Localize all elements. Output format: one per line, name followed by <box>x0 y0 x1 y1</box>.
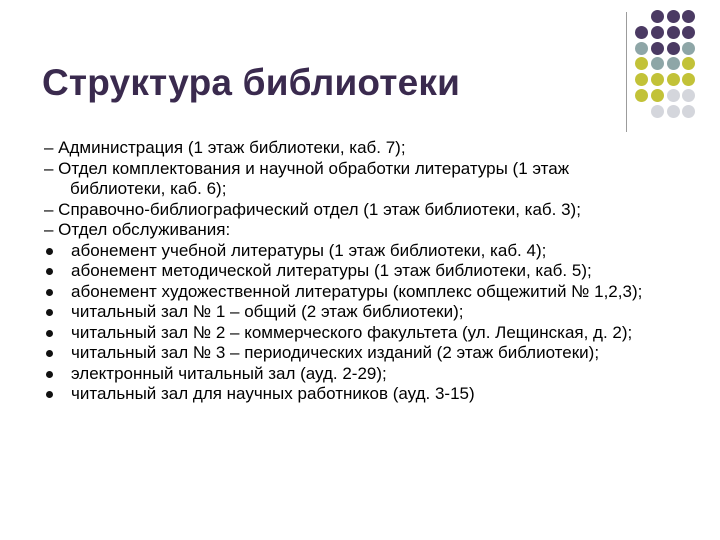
decorative-dot <box>667 105 680 118</box>
list-item-text: читальный зал для научных работников (ауд. 3-15) <box>71 384 475 403</box>
title-divider-line <box>626 12 627 132</box>
list-item-fiction-subscription <box>44 282 684 303</box>
list-item-administration <box>44 138 684 159</box>
bullet-icon <box>46 350 53 357</box>
list-item-researchers-reading-room <box>44 384 684 405</box>
slide-title: Структура библиотеки <box>42 62 461 103</box>
bullet-icon <box>46 391 53 398</box>
decorative-dot <box>651 10 664 23</box>
list-item-continuation: библиотеки, каб. 6); <box>70 179 227 198</box>
list-item-reading-room-1 <box>44 302 684 323</box>
decorative-dot <box>667 10 680 23</box>
bullet-icon <box>46 268 53 275</box>
decorative-dot <box>682 57 695 70</box>
decorative-dot <box>682 42 695 55</box>
decorative-dot <box>667 73 680 86</box>
bullet-icon <box>46 289 53 296</box>
decorative-dot <box>667 57 680 70</box>
decorative-dot <box>667 26 680 39</box>
list-item-text: абонемент методической литературы (1 этаж библиотеки, каб. 5); <box>71 261 592 280</box>
decorative-dot <box>651 89 664 102</box>
list-item-educational-subscription <box>44 241 684 262</box>
bullet-icon <box>46 248 53 255</box>
list-item-text: – Отдел обслуживания: <box>44 220 231 239</box>
list-item-text: – Отдел комплектования и научной обработки литературы (1 этаж <box>44 158 570 178</box>
list-item-text: – Справочно-библиографический отдел (1 этаж библиотеки, каб. 3); <box>44 199 581 219</box>
list-item-text: абонемент художественной литературы (комплекс общежитий № 1,2,3); <box>71 281 643 301</box>
list-item-text: электронный читальный зал (ауд. 2-29); <box>71 363 387 383</box>
bullet-icon <box>46 309 53 316</box>
decorative-dot <box>651 26 664 39</box>
decorative-dot <box>682 105 695 118</box>
decorative-dot <box>682 26 695 39</box>
decorative-dot <box>651 57 664 70</box>
decorative-dot <box>667 42 680 55</box>
list-item-methodical-subscription <box>44 261 684 282</box>
list-item-reading-room-2 <box>44 323 684 344</box>
decorative-dot <box>651 105 664 118</box>
bullet-icon <box>46 330 53 337</box>
decorative-dot <box>682 89 695 102</box>
list-item-acquisition-department <box>44 159 684 200</box>
list-item-text: – Администрация (1 этаж библиотеки, каб. 7); <box>44 138 406 157</box>
list-item-reference-department <box>44 200 684 221</box>
decorative-dot <box>667 89 680 102</box>
decorative-dot <box>635 26 648 39</box>
list-item-text: читальный зал № 3 – периодических изданий (2 этаж библиотеки); <box>71 343 600 362</box>
structure-list <box>44 138 684 405</box>
decorative-dot <box>651 73 664 86</box>
decorative-dot <box>682 10 695 23</box>
decorative-dot <box>651 42 664 55</box>
list-item-service-department <box>44 220 684 241</box>
list-item-text: читальный зал № 1 – общий (2 этаж библиотеки); <box>71 302 464 321</box>
list-item-text: читальный зал № 2 – коммерческого факультета (ул. Лещинская, д. 2); <box>71 322 633 342</box>
bullet-icon <box>46 371 53 378</box>
decorative-dot <box>635 57 648 70</box>
list-item-text: абонемент учебной литературы (1 этаж библиотеки, каб. 4); <box>71 240 547 260</box>
decorative-dot <box>635 73 648 86</box>
decorative-dot <box>635 42 648 55</box>
list-item-electronic-reading-room <box>44 364 684 385</box>
list-item-reading-room-3 <box>44 343 684 364</box>
decorative-dot <box>682 73 695 86</box>
decorative-dot <box>635 89 648 102</box>
